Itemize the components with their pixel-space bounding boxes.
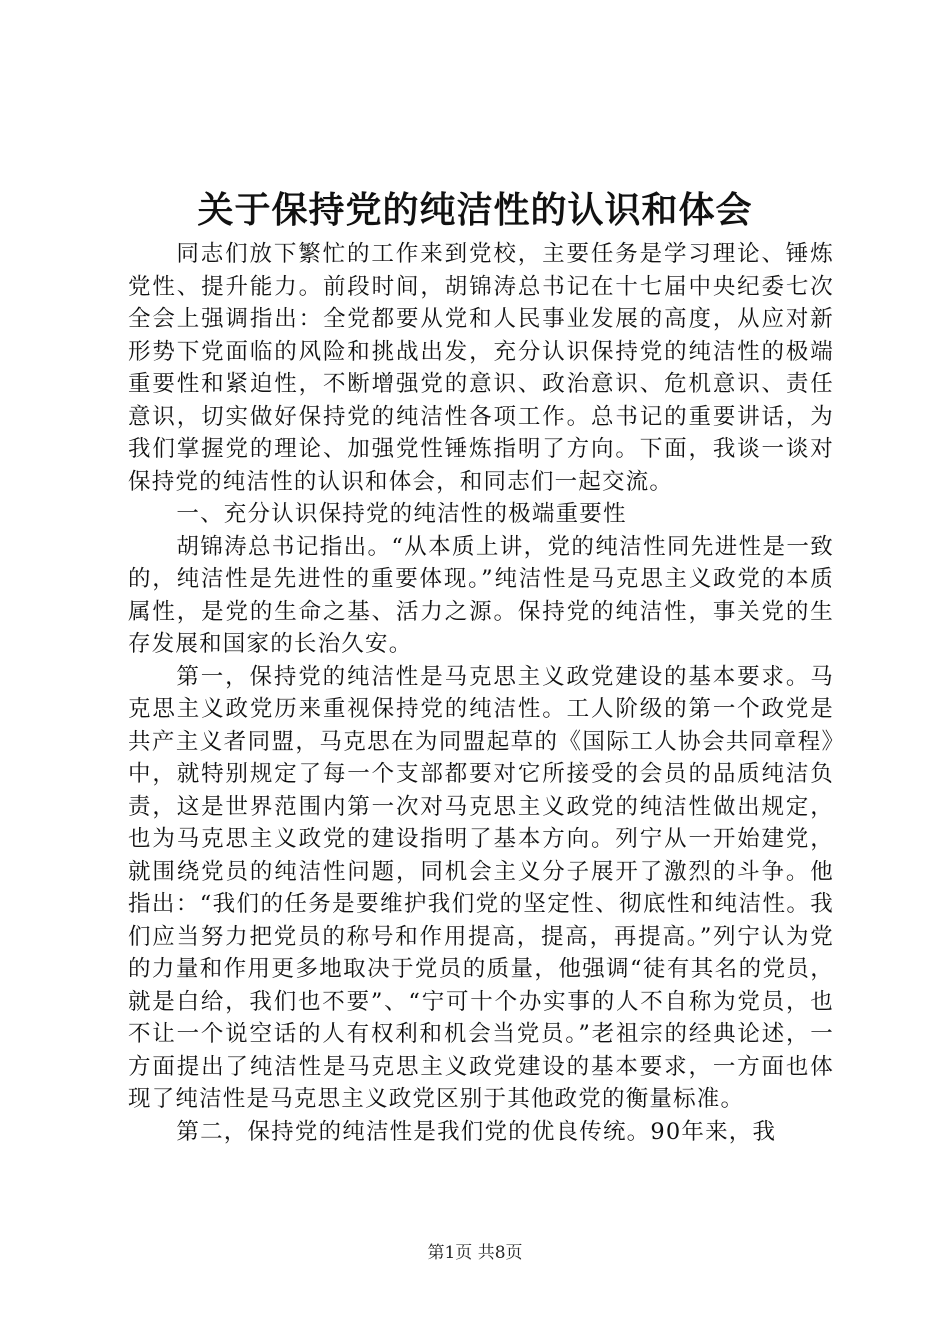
document-title: 关于保持党的纯洁性的认识和体会 bbox=[197, 189, 753, 231]
page-footer: 第1页 共8页 bbox=[427, 1243, 523, 1263]
section-heading-1: 一、充分认识保持党的纯洁性的极端重要性 bbox=[176, 501, 627, 527]
paragraph-intro: 同志们放下繁忙的工作来到党校，主要任务是学习理论、锤炼党性、提升能力。前段时间，胡锦涛总书记在十七届中央纪委七次全会上强调指出：全党都要从党和人民事业发展的高度，从应对新形势下党面临的风险和挑战出发，充分认识保持党的纯洁性的极端重要性和紧迫性，不断增强党的意识、政治意识、危机意识、责任意识，切实做好保持党的纯洁性各项工作。总书记的重要讲话，为我们掌握党的理论、加强党性锤炼指明了方向。下面，我谈一谈对保持党的纯洁性的认识和体会，和同志们一起交流。 bbox=[128, 241, 834, 495]
paragraph-second-point: 第二，保持党的纯洁性是我们党的优良传统。90年来，我 bbox=[176, 1118, 777, 1145]
paragraph-first-point: 第一，保持党的纯洁性是马克思主义政党建设的基本要求。马克思主义政党历来重视保持党的纯洁性。工人阶级的第一个政党是共产主义者同盟，马克思在为同盟起草的《国际工人协会共同章程》中，就特别规定了每一个支部都要对它所接受的会员的品质纯洁负责，这是世界范围内第一次对马克思主义政党的纯洁性做出规定，也为马克思主义政党的建设指明了基本方向。列宁从一开始建党，就围绕党员的纯洁性问题，同机会主义分子展开了激烈的斗争。他指出：“我们的任务是要维护我们党的坚定性、彻底性和纯洁性。我们应当努力把党员的称号和作用提高，提高，再提高。”列宁认为党的力量和作用更多地取决于党员的质量，他强调“徒有其名的党员，就是白给，我们也不要”、“宁可十个办实事的人不自称为党员，也不让一个说空话的人有权利和机会当党员。”老祖宗的经典论述，一方面提出了纯洁性是马克思主义政党建设的基本要求，一方面也体现了纯洁性是马克思主义政党区别于其他政党的衡量标准。 bbox=[128, 663, 834, 1112]
paragraph-quote: 胡锦涛总书记指出。“从本质上讲，党的纯洁性同先进性是一致的，纯洁性是先进性的重要体现。”纯洁性是马克思主义政党的本质属性，是党的生命之基、活力之源。保持党的纯洁性，事关党的生存发展和国家的长治久安。 bbox=[128, 533, 834, 657]
document-body bbox=[128, 238, 834, 1148]
